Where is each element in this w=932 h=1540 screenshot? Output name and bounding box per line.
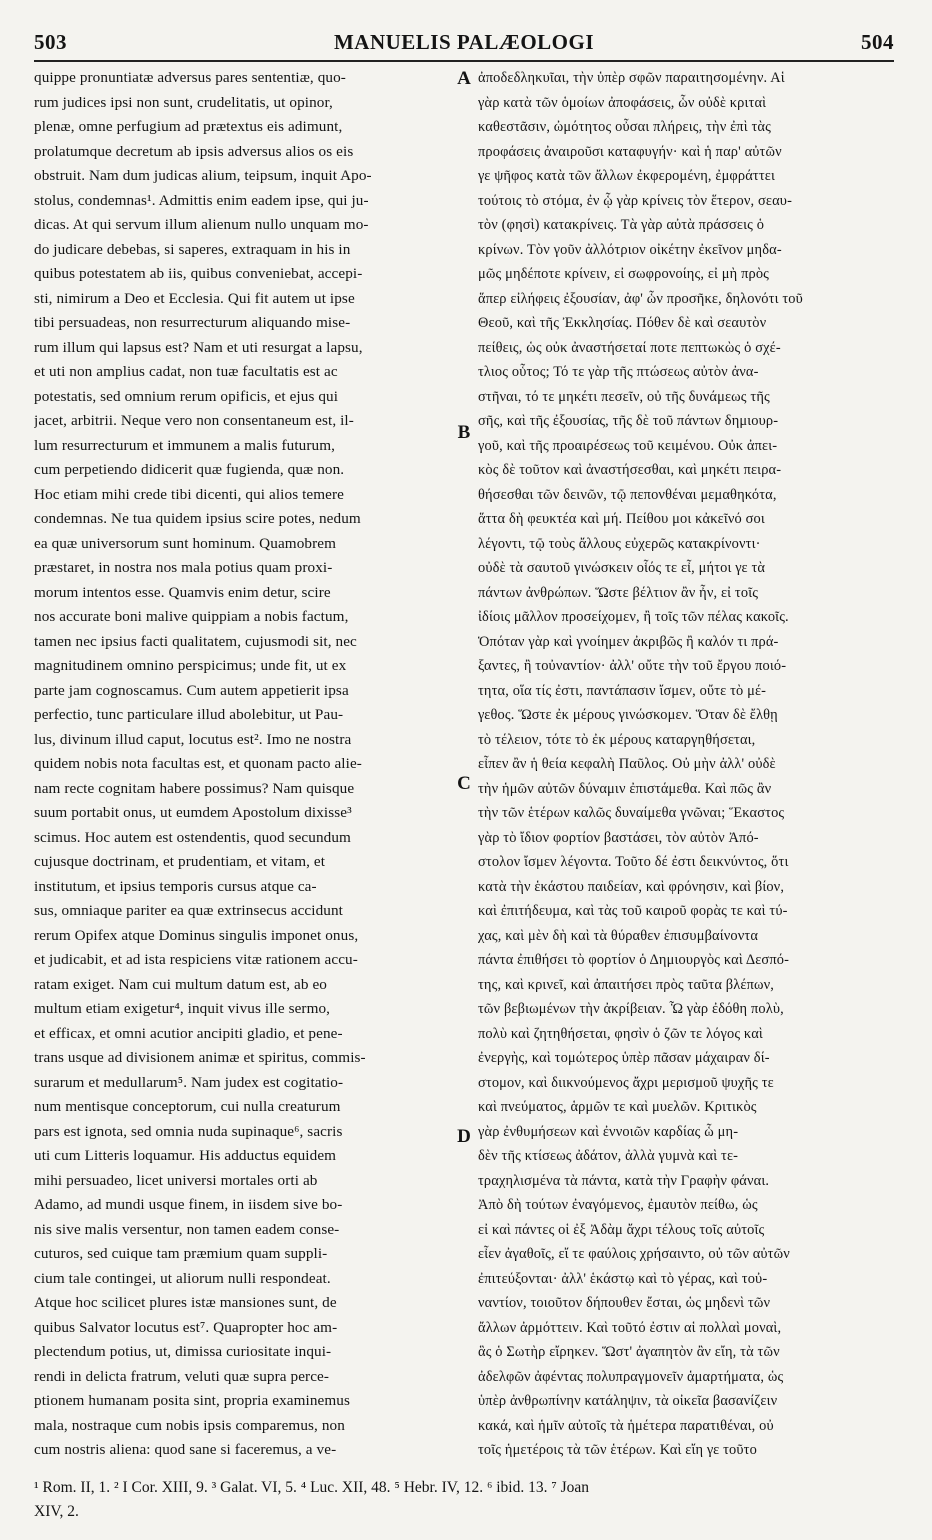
latin-text-line: condemnas. Ne tua quidem ipsius scire potes, nedum <box>34 510 361 527</box>
latin-text-line: sus, omniaque pariter ea quæ extrinsecus accidunt <box>34 902 343 919</box>
greek-text-line: πείθεις, ὡς οὐκ ἀναστήσεταί ποτε πεπτωκὼς ὁ σχέ- <box>478 339 781 356</box>
latin-text-line: perfectio, tunc particulare illud abolebitur, ut Pau- <box>34 706 344 723</box>
greek-text-line: θήσεσθαι τῶν δεινῶν, τῷ πεπονθέναι μεμαθηκότα, <box>478 486 777 503</box>
greek-text-line: τραχηλισμένα τὰ πάντα, κατὰ τὴν Γραφὴν φάναι. <box>478 1172 770 1189</box>
greek-text-line: γὰρ ἐνθυμήσεων καὶ ἐννοιῶν καρδίας ὧ μη- <box>478 1123 739 1140</box>
greek-text-line: ναντίον, τοιοῦτον δήπουθεν ἔσται, ὡς μηδενὶ τῶν <box>478 1295 771 1311</box>
latin-text-line: mala, nostraque cum nobis ipsis comparemus, non <box>34 1416 345 1434</box>
greek-text-line: κρίνων. Τὸν γοῦν ἀλλότριον οἰκέτην ἐκεῖνον μηδα- <box>478 241 782 258</box>
greek-text-line: μῶς μηδέποτε κρίνειν, εἰ σωφρονοίης, εἰ μὴ πρὸς <box>478 266 770 282</box>
latin-text-line: morum intentos esse. Quamvis enim detur, scire <box>34 583 331 601</box>
latin-text-line: parte jam cognoscamus. Cum autem appetierit ipsa <box>34 681 349 699</box>
greek-text-line: εἶπεν ἂν ἡ θεία κεφαλὴ Παῦλος. Οὐ μὴν ἀλλ' οὐδὲ <box>478 756 776 772</box>
greek-text-line: γοῦ, καὶ τῆς προαιρέσεως τοῦ κειμένου. Οὐκ ἀπει- <box>478 437 778 454</box>
latin-text-line: tibi persuadeas, non resurrecturum aliquando mise- <box>34 314 351 331</box>
greek-text-line: ἐνεργὴς, καὶ τομώτερος ὑπὲρ πᾶσαν μάχαιραν δί- <box>478 1050 770 1066</box>
latin-text-line: ratam exiget. Nam cui multum datum est, ab eo <box>34 975 327 993</box>
greek-text-line: ξαντες, ἢ τοὐναντίον· ἀλλ' οὔτε τὴν τοῦ ἔργου ποιό- <box>478 658 787 674</box>
greek-text-line: εἶεν ἀγαθοῖς, εἴ τε φαύλοις χρήσαιντο, οὐ τῶν αὐτῶν <box>478 1246 790 1262</box>
greek-text-line: σῆς, καὶ τῆς ἐξουσίας, τῆς δὲ τοῦ πάντων δημιουρ- <box>478 413 779 429</box>
page-number-left: 503 <box>34 30 67 54</box>
latin-text-line: pars est ignota, sed omnia nuda supinaque⁶, sacris <box>34 1122 343 1140</box>
greek-text-line: κὸς δὲ τοῦτον καὶ ἀναστήσεσθαι, καὶ μηκέτι πειρα- <box>478 462 782 478</box>
column-marker-d: D <box>457 1126 471 1147</box>
latin-text-line: Atque hoc scilicet plures istæ mansiones sunt, de <box>34 1294 337 1311</box>
greek-text-line: γεθος. Ὥστε ἐκ μέρους γινώσκομεν. Ὅταν δὲ ἔλθῃ <box>478 707 778 723</box>
latin-text-line: tamen nec ipsius facti qualitatem, cujusmodi sit, nec <box>34 632 357 650</box>
greek-text-line: ἃς ὁ Σωτὴρ εἴρηκεν. Ὥστ' ἀγαπητὸν ἂν εἴη, τὰ τῶν <box>478 1344 780 1360</box>
latin-text-line: et uti non amplius cadat, non tuæ facultatis est ac <box>34 363 338 380</box>
greek-text-line: στολον ἴσμεν λέγοντα. Τοῦτο δέ ἐστι δεικνύντος, ὅτι <box>478 854 789 870</box>
latin-text-line: sti, nimirum a Deo et Ecclesia. Qui fit autem ut ipse <box>34 289 355 307</box>
latin-text-line: multum etiam exigetur⁴, inquit vivus ille sermo, <box>34 1000 331 1017</box>
latin-text-line: plenæ, omne perfugium ad prætextus eis adimunt, <box>34 118 343 135</box>
greek-text-line: τὴν τῶν ἑτέρων καλῶς δυναίμεθα γνῶναι; Ἕκαστος <box>478 805 785 821</box>
latin-text-line: potestatis, sed omnium rerum opificis, et ejus qui <box>34 387 339 405</box>
greek-text-line: στῆναι, τό τε μηκέτι πεσεῖν, οὐ τῆς δυνάμεως τῆς <box>478 388 770 405</box>
greek-text-line: τῶν βεβιωμένων τὴν ἀκρίβειαν. Ὧ γὰρ ἐδόθη πολὺ, <box>478 1001 784 1017</box>
greek-text-line: κακά, καὶ ἡμῖν αὐτοῖς τὰ ἡμέτερα παρατιθέναι, οὐ <box>478 1417 774 1434</box>
latin-text-line: rendi in delicta fratrum, veluti quæ supra perce- <box>34 1367 330 1385</box>
greek-column <box>478 66 896 1463</box>
latin-text-line: quidem nobis nota facultas est, et quonam pacto alie- <box>34 755 362 772</box>
latin-text-line: stolus, condemnas¹. Admittis enim eadem ipse, qui ju- <box>34 191 369 209</box>
latin-text-line: rerum Opifex atque Dominus singulis imponet onus, <box>34 926 359 944</box>
latin-text-line: rum judices ipsi non sunt, crudelitatis, ut opinor, <box>34 93 333 111</box>
column-marker-c: C <box>457 773 471 794</box>
page-number-right: 504 <box>861 30 894 54</box>
greek-text-line: πάντα ἐπιθήσει τὸ φορτίον ὁ Δημιουργὸς καὶ Δεσπό- <box>478 952 790 968</box>
greek-text-line: χας, καὶ μὲν δὴ καὶ τὰ θύραθεν ἐπισυμβαίνοντα <box>478 927 759 944</box>
greek-text-line: γὰρ τὸ ἴδιον φορτίον βαστάσει, τὸν αὐτὸν Ἀπό- <box>478 829 759 846</box>
header-rule <box>34 60 894 62</box>
greek-text-line: ὑπὲρ ἀνθρωπίνην κατάληψιν, τὰ οἰκεῖα βασανίζειν <box>478 1393 778 1409</box>
greek-text-line: οὐδὲ τὰ σαυτοῦ γινώσκειν οἷός τε εἶ, μήτοι γε τὰ <box>478 560 766 576</box>
latin-text-line: plectendum potius, ut, dimissa curiositate inqui- <box>34 1343 332 1360</box>
latin-text-line: jacet, arbitrii. Neque vero non consentaneum est, il- <box>34 412 354 429</box>
greek-text-line: ἰδίοις μᾶλλον προσείχομεν, ἢ τοῖς τῶν πέλας κακοῖς. <box>478 609 789 625</box>
greek-text-line: τητα, οἵα τίς ἐστι, παντάπασιν ἴσμεν, οὔτε τὸ μέ- <box>478 682 767 699</box>
greek-text-line: καὶ ἐπιτήδευμα, καὶ τὰς τοῦ καιροῦ φορὰς τε καὶ τύ- <box>478 903 788 919</box>
latin-text-line: cujusque doctrinam, et prudentiam, et vitam, et <box>34 853 326 870</box>
greek-text-line: πάντων ἀνθρώπων. Ὥστε βέλτιον ἂν ἦν, εἰ τοῖς <box>478 584 759 601</box>
greek-text-line: Ἀπὸ δὴ τούτων ἐναγόμενος, ἐμαυτὸν πείθω, ὡς <box>478 1197 758 1213</box>
greek-text-line: καθεστᾶσιν, ὠμότητος οὖσαι πλήρεις, τὴν ἐπὶ τὰς <box>478 119 771 135</box>
latin-text-line: lum resurrecturum et immunem a malis futurum, <box>34 436 336 454</box>
greek-text-line: πολὺ καὶ ζητηθήσεται, φησὶν ὁ ζῶν τε λόγος καὶ <box>478 1025 763 1042</box>
greek-text-line: ἅττα δὴ φευκτέα καὶ μή. Πείθου μοι κἀκεῖνό σοι <box>478 511 765 527</box>
greek-text-line: κατὰ τὴν ἑκάστου παιδείαν, καὶ φρόνησιν, καὶ βίον, <box>478 878 785 895</box>
greek-text-line: τὸν (φησὶ) κατακρίνεις. Τὰ γὰρ αὐτὰ πράσσεις ὁ <box>478 217 765 233</box>
greek-text-line: της, καὶ κρινεῖ, καὶ ἀπαιτήσει πρὸς ταῦτα βλέπων, <box>478 976 775 993</box>
greek-text-line: ἀποδεδληκυῖαι, τὴν ὑπὲρ σφῶν παραιτησομένην. Αἱ <box>478 70 785 86</box>
footnote-line: ¹ Rom. II, 1. ² I Cor. XIII, 9. ³ Galat. VI, 5. ⁴ Luc. XII, 48. ⁵ Hebr. IV, 12. ⁶ ibid. 13. ⁷ Joan <box>34 1479 590 1496</box>
latin-text-line: ea quæ universorum sunt hominum. Quamobrem <box>34 534 337 552</box>
latin-text-line: Hoc etiam mihi crede tibi dicenti, qui alios temere <box>34 485 345 503</box>
latin-text-line: præstaret, in nostra nos mala potius quam proxi- <box>34 559 333 576</box>
latin-text-line: nos accurate boni malive quippiam a nobis factum, <box>34 608 349 625</box>
greek-text-line: ἄλλων ἀρμόττειν. Καὶ τοῦτό ἐστιν αἱ πολλαὶ μοναὶ, <box>478 1319 782 1336</box>
greek-text-line: γὰρ κατὰ τῶν ὁμοίων ἀποφάσεις, ὧν οὐδὲ κριταὶ <box>478 94 767 111</box>
latin-text-line: et judicabit, et ad ista respiciens vitæ rationem accu- <box>34 951 358 968</box>
greek-text-line: τὸ τέλειον, τότε τὸ ἐκ μέρους καταργηθήσεται, <box>478 731 756 748</box>
footnotes <box>34 1476 894 1524</box>
column-marker-b: B <box>457 422 471 443</box>
latin-text-line: mihi persuadeo, licet universi mortales orti ab <box>34 1171 318 1189</box>
latin-text-line: cum nostris aliena: quod sane si faceremus, a ve- <box>34 1441 337 1458</box>
latin-text-line: scimus. Hoc autem est ostendentis, quod secundum <box>34 828 351 846</box>
latin-text-line: suum portabit onus, ut eumdem Apostolum dixisse³ <box>34 804 352 821</box>
greek-text-line: ἀδελφῶν ἀφέντας πολυπραγμονεῖν ἁμαρτήματα, ὡς <box>478 1368 784 1385</box>
greek-text-line: Ὁπόταν γὰρ καὶ γνοίημεν ἀκριβῶς ἢ καλόν τι πρά- <box>478 633 779 650</box>
greek-text-line: δὲν τῆς κτίσεως ἀδάτον, ἀλλὰ γυμνὰ καὶ τε- <box>478 1148 739 1164</box>
latin-text-line: cum perpetiendo didicerit quæ fugienda, quæ non. <box>34 461 345 478</box>
greek-text-line: Θεοῦ, καὶ τῆς Ἐκκλησίας. Πόθεν δὲ καὶ σεαυτὸν <box>478 315 767 331</box>
greek-text-line: λέγοντι, τῷ τοὺς ἄλλους εὐχερῶς κατακρίνοντι· <box>478 535 761 552</box>
greek-text-line: τὴν ἡμῶν αὐτῶν δύναμιν ἐπιστάμεθα. Καὶ πῶς ἂν <box>478 780 772 797</box>
footnote-line: XIV, 2. <box>34 1503 79 1520</box>
latin-text-line: magnitudinem omnino perspicimus; unde fit, ut ex <box>34 657 347 674</box>
greek-text-line: καὶ πνεύματος, ἁρμῶν τε καὶ μυελῶν. Κριτικὸς <box>478 1099 757 1115</box>
greek-text-line: στομον, καὶ διικνούμενος ἄχρι μερισμοῦ ψυχῆς τε <box>478 1074 774 1091</box>
running-header <box>34 30 894 62</box>
latin-text-line: quippe pronuntiatæ adversus pares sententiæ, quo- <box>34 69 346 86</box>
latin-text-line: et efficax, et omni acutior ancipiti gladio, et pene- <box>34 1024 343 1042</box>
greek-text-line: τοῖς ἡμετέροις τὰ τῶν ἑτέρων. Καὶ εἴη γε τοῦτο <box>478 1442 757 1458</box>
latin-text-line: dicas. At qui servum illum alienum nullo unquam mo- <box>34 216 369 233</box>
greek-text-line: ἐπιτεύξονται· ἀλλ' ἑκάστῳ καὶ τὸ γέρας, καὶ τοὐ- <box>478 1270 768 1287</box>
latin-column <box>34 66 452 1463</box>
latin-text-line: lus, divinum illud caput, locutus est². Imo ne nostra <box>34 730 352 748</box>
latin-text-line: uti cum Litteris loquamur. His adductus equidem <box>34 1147 337 1164</box>
latin-text-line: ptionem humanam posita sint, propria examinemus <box>34 1392 350 1409</box>
greek-text-line: τλιος οὗτος; Τό τε γὰρ τῆς πτώσεως αὐτὸν ἀνα- <box>478 364 759 380</box>
latin-text-line: quibus potestatem ab iis, quibus conveniebat, accepi- <box>34 265 363 282</box>
greek-text-line: τούτοις τὸ στόμα, ἐν ᾧ γὰρ κρίνεις τὸν ἕτερον, σεαυ- <box>478 192 793 209</box>
latin-text-line: rum illum qui lapsus est? Nam et uti resurgat a lapsu, <box>34 338 363 356</box>
latin-text-line: prolatumque decretum ab ipsis adversus alios os eis <box>34 142 354 160</box>
latin-text-line: obstruit. Nam dum judicas alium, teipsum, inquit Apo- <box>34 167 372 184</box>
greek-text-line: ἅπερ εἰλήφεις ἐξουσίαν, ἀφ' ὧν προσῆκε, δηλονότι τοῦ <box>478 290 803 307</box>
latin-text-line: surarum et medullarum⁵. Nam judex est cogitatio- <box>34 1073 344 1091</box>
greek-text-line: εἰ καὶ πάντες οἱ ἐξ Ἀδὰμ ἄχρι τέλους τοῖς αὐτοῖς <box>478 1221 765 1238</box>
latin-text-line: cium tale contingei, ut aliorum nulli respondeat. <box>34 1269 331 1287</box>
latin-text-line: nis sive malis versentur, non tamen eadem conse- <box>34 1220 340 1238</box>
column-marker-a: A <box>457 68 471 89</box>
latin-text-line: institutum, et ipsius temporis cursus atque ca- <box>34 877 317 895</box>
greek-text-line: προφάσεις ἀναιροῦσι καταφυγήν· καὶ ἡ παρ' αὐτῶν <box>478 143 782 160</box>
latin-text-line: num mentisque conceptorum, cui nulla creaturum <box>34 1098 341 1115</box>
latin-text-line: cuturos, sed cuique tam præmium quam suppli- <box>34 1245 328 1262</box>
latin-text-line: nam recte cognitam habere possimus? Nam quisque <box>34 779 355 797</box>
latin-text-line: Adamo, ad mundi usque finem, in iisdem sive bo- <box>34 1196 343 1213</box>
latin-text-line: trans usque ad divisionem animæ et spiritus, commis- <box>34 1049 366 1066</box>
running-title: MANUELIS PALÆOLOGI <box>333 30 595 54</box>
latin-text-line: do judicare debebas, si saperes, extraquam in his in <box>34 240 351 258</box>
greek-text-line: γε ψῆφος κατὰ τῶν ἄλλων ἐκφερομένη, ἐμφράττει <box>478 168 775 184</box>
latin-text-line: quibus Salvator locutus est⁷. Quapropter hoc am- <box>34 1318 338 1336</box>
